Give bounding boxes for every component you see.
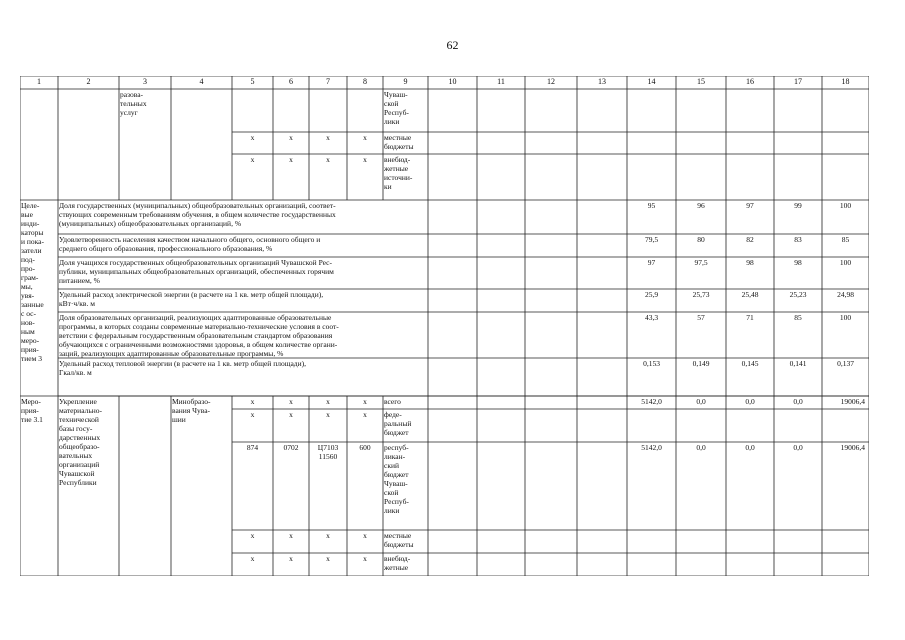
indicator-value-v14: 79,5 bbox=[644, 235, 659, 244]
indicator-value-v15: 97,5 bbox=[694, 258, 708, 267]
top-row-1-c5: x bbox=[250, 133, 255, 142]
top-row-0-source: Чуваш- ской Респуб- лики bbox=[384, 90, 409, 126]
event-row-4-v17 bbox=[774, 554, 822, 576]
indicator-value-v16: 82 bbox=[746, 235, 754, 244]
header-col-7: 7 bbox=[326, 77, 330, 86]
indicator-value-v14: 95 bbox=[647, 201, 656, 210]
header-col-2: 2 bbox=[86, 77, 91, 86]
event-row-4-c6: x bbox=[289, 554, 293, 563]
event-row-2-v17: 0,0 bbox=[793, 443, 803, 452]
top-row-1-c8: x bbox=[363, 133, 367, 142]
indicator-value-v14: 0,153 bbox=[643, 359, 660, 368]
indicators-label: Целе- вые инди- каторы и пока- затели под- про- грам- мы, увя- занные с ос- нов- ным меро- прия- тием 3 bbox=[21, 201, 45, 363]
header-col-16: 16 bbox=[746, 77, 754, 86]
event-row-0-v16: 0,0 bbox=[745, 397, 755, 406]
indicator-text: Удельный расход тепловой энергии (в расчете на 1 кв. метр общей площади), Гкал/кв. м bbox=[59, 359, 307, 377]
indicator-text: Удельный расход электрической энергии (в расчете на 1 кв. метр общей площади), кВт·ч/кв. м bbox=[59, 290, 324, 308]
event-row-3-v17 bbox=[774, 531, 822, 553]
indicator-value-v17: 85 bbox=[794, 313, 802, 322]
top-row-0-c7 bbox=[309, 90, 347, 132]
top-row-1-c6: x bbox=[289, 133, 293, 142]
header-col-15: 15 bbox=[697, 77, 705, 86]
event-row-0-c8: x bbox=[363, 397, 367, 406]
top-row-2-c6: x bbox=[289, 155, 293, 164]
indicator-value-v15: 0,149 bbox=[692, 359, 710, 368]
event-row-2-source: респуб- ликан- ский бюджет Чуваш- ской Респуб- лики bbox=[384, 443, 409, 515]
event-row-0-c6: x bbox=[289, 397, 293, 406]
event-row-3-c6: x bbox=[289, 531, 293, 540]
indicator-value-v17: 99 bbox=[794, 201, 802, 210]
indicator-value-v15: 57 bbox=[697, 313, 705, 322]
event-label: Меро- прия- тие 3.1 bbox=[21, 397, 43, 424]
budget-table bbox=[20, 76, 869, 576]
indicator-text: Доля образовательных организаций, реализующих адаптированные образовательные программы, в которых созданы современные материально-технические условия в соот- ветствии с федеральным государственным образовательным стандартом образования обучающихся с ограниченными возможностями здоровья, в общем количестве органи- заций, реализующих адаптированные образовательные программы, % bbox=[59, 313, 339, 358]
event-row-3-v14 bbox=[627, 531, 676, 553]
header-col-18: 18 bbox=[841, 77, 850, 86]
event-row-2-c5: 874 bbox=[246, 443, 259, 452]
event-row-3-c7: x bbox=[326, 531, 330, 540]
top-row-0-c6 bbox=[273, 90, 309, 132]
event-row-2-c6: 0702 bbox=[283, 443, 299, 452]
header-col-3: 3 bbox=[143, 77, 147, 86]
event-row-2-v16: 0,0 bbox=[745, 443, 755, 452]
event-row-1-v17 bbox=[774, 410, 822, 442]
header-col-11: 11 bbox=[497, 77, 505, 86]
header-col-13: 13 bbox=[598, 77, 606, 86]
indicator-value-v14: 97 bbox=[647, 258, 656, 267]
event-row-3-v15 bbox=[676, 531, 726, 553]
page-number: 62 bbox=[446, 38, 459, 52]
event-row-2-c7: Ц7103 11560 bbox=[317, 443, 339, 461]
indicator-value-v16: 98 bbox=[746, 258, 754, 267]
indicator-value-v17: 0,141 bbox=[789, 359, 807, 368]
indicator-value-v15: 96 bbox=[697, 201, 705, 210]
event-row-3-c5: x bbox=[250, 531, 255, 540]
event-row-1-v18 bbox=[822, 410, 869, 442]
indicator-value-v18: 24,98 bbox=[837, 290, 854, 299]
top-row-2-source: внебюд- жетные источни- ки bbox=[384, 155, 413, 191]
header-col-17: 17 bbox=[794, 77, 802, 86]
top-row-1-c7: x bbox=[326, 133, 330, 142]
header-col-14: 14 bbox=[647, 77, 656, 86]
indicator-value-v15: 80 bbox=[697, 235, 705, 244]
top-row-0-c5 bbox=[232, 90, 273, 132]
event-row-0-v14: 5142,0 bbox=[641, 397, 662, 406]
event-row-1-c6: x bbox=[289, 410, 293, 419]
event-row-0-v17: 0,0 bbox=[793, 397, 803, 406]
top-row-2-c8: x bbox=[363, 155, 367, 164]
event-row-3-c8: x bbox=[363, 531, 367, 540]
event-row-1-v14 bbox=[627, 410, 676, 442]
indicator-text: Доля государственных (муниципальных) общеобразовательных организаций, соответ- ствующих современным требованиям обучения, в общем количестве государственных (муниципальных) общеобразовательных организаций, % bbox=[59, 201, 336, 228]
indicator-text: Доля учащихся государственных общеобразовательных организаций Чувашской Рес- публики, муниципальных общеобразовательных организаций, обеспеченных горячим питанием, % bbox=[59, 258, 334, 285]
indicator-value-v18: 100 bbox=[839, 313, 852, 322]
event-row-3-v18 bbox=[822, 531, 869, 553]
event-row-0-c7: x bbox=[326, 397, 330, 406]
event-name: Укрепление материально- технической базы госу- дарственных общеобразо- вательных организаций Чувашской Республики bbox=[59, 397, 103, 487]
header-col-5: 5 bbox=[250, 77, 255, 86]
indicator-value-v18: 100 bbox=[839, 258, 852, 267]
header-col-9: 9 bbox=[403, 77, 408, 86]
event-row-4-v18 bbox=[822, 554, 869, 576]
event-row-1-c7: x bbox=[326, 410, 330, 419]
indicator-value-v14: 43,3 bbox=[644, 313, 659, 322]
event-row-3-v16 bbox=[726, 531, 774, 553]
event-row-0-v15: 0,0 bbox=[696, 397, 706, 406]
event-row-0-c5: x bbox=[250, 397, 255, 406]
event-row-0-v18: 19006,4 bbox=[840, 397, 865, 406]
indicator-value-v16: 25,48 bbox=[741, 290, 759, 299]
header-col-12: 12 bbox=[547, 77, 555, 86]
indicator-text: Удовлетворенность населения качеством начального общего, основного общего и среднего общего образования, профессионального образования, % bbox=[59, 235, 321, 253]
indicator-value-v18: 85 bbox=[841, 235, 850, 244]
top-row-0-c8 bbox=[347, 90, 383, 132]
event-row-1-source: феде- ральный бюджет bbox=[384, 410, 412, 437]
event-row-3-source: местные бюджеты bbox=[384, 531, 414, 549]
header-col-10: 10 bbox=[448, 77, 457, 86]
indicator-value-v18: 0,137 bbox=[837, 359, 854, 368]
event-row-1-v16 bbox=[726, 410, 774, 442]
indicator-value-v17: 83 bbox=[794, 235, 802, 244]
event-row-2-v18: 19006,4 bbox=[840, 443, 865, 452]
indicator-value-v16: 71 bbox=[746, 313, 754, 322]
header-col-6: 6 bbox=[289, 77, 293, 86]
event-row-2-v14: 5142,0 bbox=[641, 443, 662, 452]
event-row-4-c5: x bbox=[250, 554, 255, 563]
event-row-1-c5: x bbox=[250, 410, 255, 419]
indicator-value-v16: 0,145 bbox=[741, 359, 759, 368]
event-row-0-source: всего bbox=[384, 397, 401, 406]
indicator-value-v14: 25,9 bbox=[644, 290, 659, 299]
header-col-1: 1 bbox=[37, 77, 41, 86]
event-row-4-v16 bbox=[726, 554, 774, 576]
indicator-value-v17: 25,23 bbox=[789, 290, 807, 299]
event-row-2-v15: 0,0 bbox=[696, 443, 706, 452]
top-col3-text: разова- тельных услуг bbox=[120, 90, 147, 117]
header-col-4: 4 bbox=[199, 77, 204, 86]
event-row-2-c8: 600 bbox=[359, 443, 371, 452]
indicator-value-v17: 98 bbox=[794, 258, 802, 267]
event-row-1-c8: x bbox=[363, 410, 367, 419]
event-executor: Минобразо- вания Чува- шии bbox=[172, 397, 211, 424]
event-row-4-v15 bbox=[676, 554, 726, 576]
event-row-4-source: внебюд- жетные bbox=[384, 554, 411, 572]
indicator-value-v16: 97 bbox=[746, 201, 754, 210]
event-row-4-v14 bbox=[627, 554, 676, 576]
indicator-value-v18: 100 bbox=[839, 201, 852, 210]
event-row-4-c7: x bbox=[326, 554, 330, 563]
top-row-1-source: местные бюджеты bbox=[384, 133, 414, 151]
top-row-2-c5: x bbox=[250, 155, 255, 164]
event-row-1-v15 bbox=[676, 410, 726, 442]
header-col-8: 8 bbox=[363, 77, 367, 86]
indicator-value-v15: 25,73 bbox=[692, 290, 710, 299]
event-row-4-c8: x bbox=[363, 554, 367, 563]
top-row-2-c7: x bbox=[326, 155, 330, 164]
